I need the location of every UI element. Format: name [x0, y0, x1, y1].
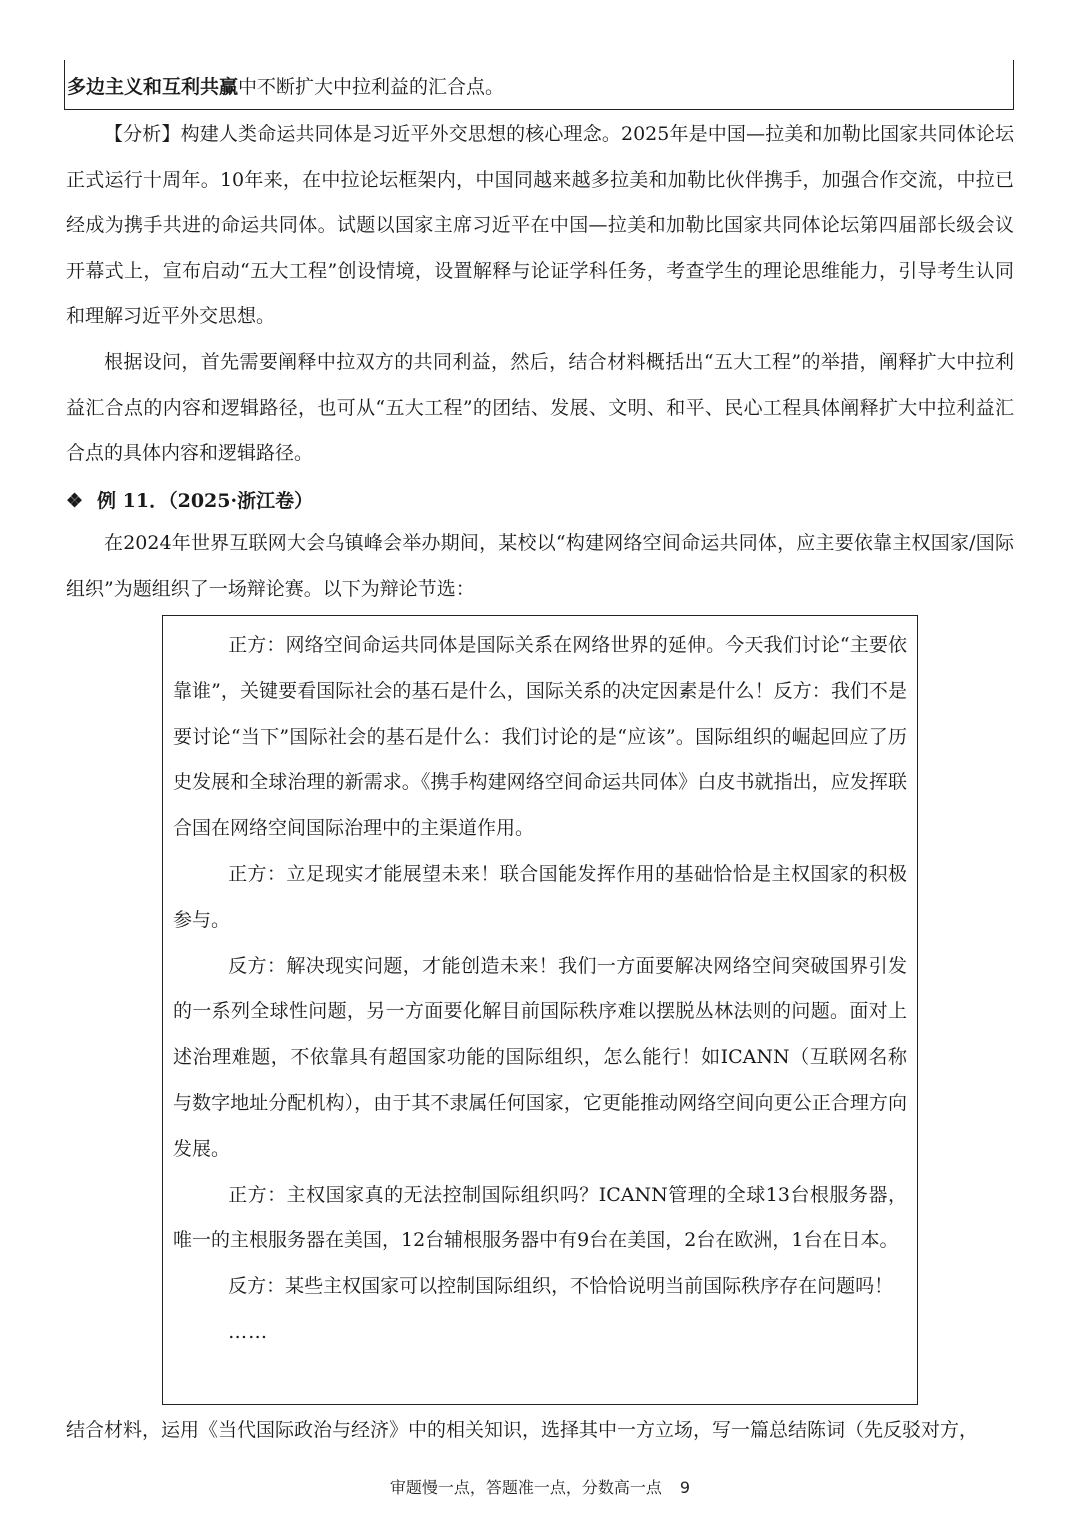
- answer-bold-phrase: 多边主义和互利共赢: [67, 76, 239, 98]
- approach-paragraph: 根据设问，首先需要阐释中拉双方的共同利益，然后，结合材料概括出“五大工程”的举措，阐释扩大中拉利益汇合点的内容和逻辑路径，也可从“五大工程”的团结、发展、文明、和平、民心工程具体阐释扩大中拉利益汇合点的具体内容和逻辑路径。: [66, 351, 1014, 464]
- question-paragraph: 结合材料，运用《当代国际政治与经济》中的相关知识，选择其中一方立场，写一篇总结陈词（先反驳对方，: [66, 1419, 979, 1441]
- analysis-paragraph: 【分析】构建人类命运共同体是习近平外交思想的核心理念。2025年是中国—拉美和加勒比国家共同体论坛正式运行十周年。10年来，在中拉论坛框架内，中国同越来越多拉美和加勒比伙伴携手，加强合作交流，中拉已经成为携手共进的命运共同体。试题以国家主席习近平在中国—拉美和加勒比国家共同体论坛第四届部长级会议开幕式上，宣布启动“五大工程”创设情境，设置解释与论证学科任务，考查学生的理论思维能力，引导考生认同和理解习近平外交思想。: [66, 123, 1014, 327]
- debate-paragraph-1: 正方：网络空间命运共同体是国际关系在网络世界的延伸。今天我们讨论“主要依靠谁”，关键要看国际社会的基石是什么，国际关系的决定因素是什么！反方：我们不是要讨论“当下”国际社会的基石是什么：我们讨论的是“应该”。国际组织的崛起回应了历史发展和全球治理的新需求。《携手构建网络空间命运共同体》白皮书就指出，应发挥联合国在网络空间国际治理中的主渠道作用。: [173, 634, 907, 840]
- page-number: 9: [679, 1478, 691, 1497]
- page-footer: [0, 1476, 1080, 1500]
- answer-rest-text: 中不断扩大中拉利益的汇合点。: [238, 76, 505, 98]
- debate-paragraph-3: 反方：解决现实问题，才能创造未来！我们一方面要解决网络空间突破国界引发的一系列全球性问题，另一方面要化解目前国际秩序难以摆脱丛林法则的问题。面对上述治理难题，不依靠具有超国家功能的国际组织，怎么能行！如ICANN（互联网名称与数字地址分配机构），由于其不隶属任何国家，它更能推动网络空间向更公正合理方向发展。: [173, 954, 907, 1160]
- footer-slogan: 审题慢一点，答题准一点，分数高一点: [389, 1478, 662, 1497]
- example-title: 例 11．（2025·浙江卷）: [97, 490, 314, 512]
- debate-paragraph-4: 正方：主权国家真的无法控制国际组织吗？ICANN管理的全球13台根服务器，唯一的主根服务器在美国，12台辅根服务器中有9台在美国，2台在欧洲，1台在日本。: [173, 1183, 907, 1252]
- debate-paragraph-2: 正方：立足现实才能展望未来！联合国能发挥作用的基础恰恰是主权国家的积极参与。: [173, 862, 907, 931]
- debate-excerpt-box: [162, 615, 918, 1405]
- debate-ellipsis: ……: [228, 1320, 269, 1343]
- debate-paragraph-5: 反方：某些主权国家可以控制国际组织，不恰恰说明当前国际秩序存在问题吗！: [228, 1275, 894, 1298]
- diamond-bullet-icon: ❖: [66, 490, 84, 512]
- continued-answer-box: [64, 60, 1014, 110]
- context-paragraph: 在2024年世界互联网大会乌镇峰会举办期间，某校以“构建网络空间命运共同体，应主要依靠主权国家/国际组织”为题组织了一场辩论赛。以下为辩论节选：: [66, 532, 1014, 600]
- example-heading: [66, 486, 313, 516]
- continued-answer-line: [67, 72, 504, 102]
